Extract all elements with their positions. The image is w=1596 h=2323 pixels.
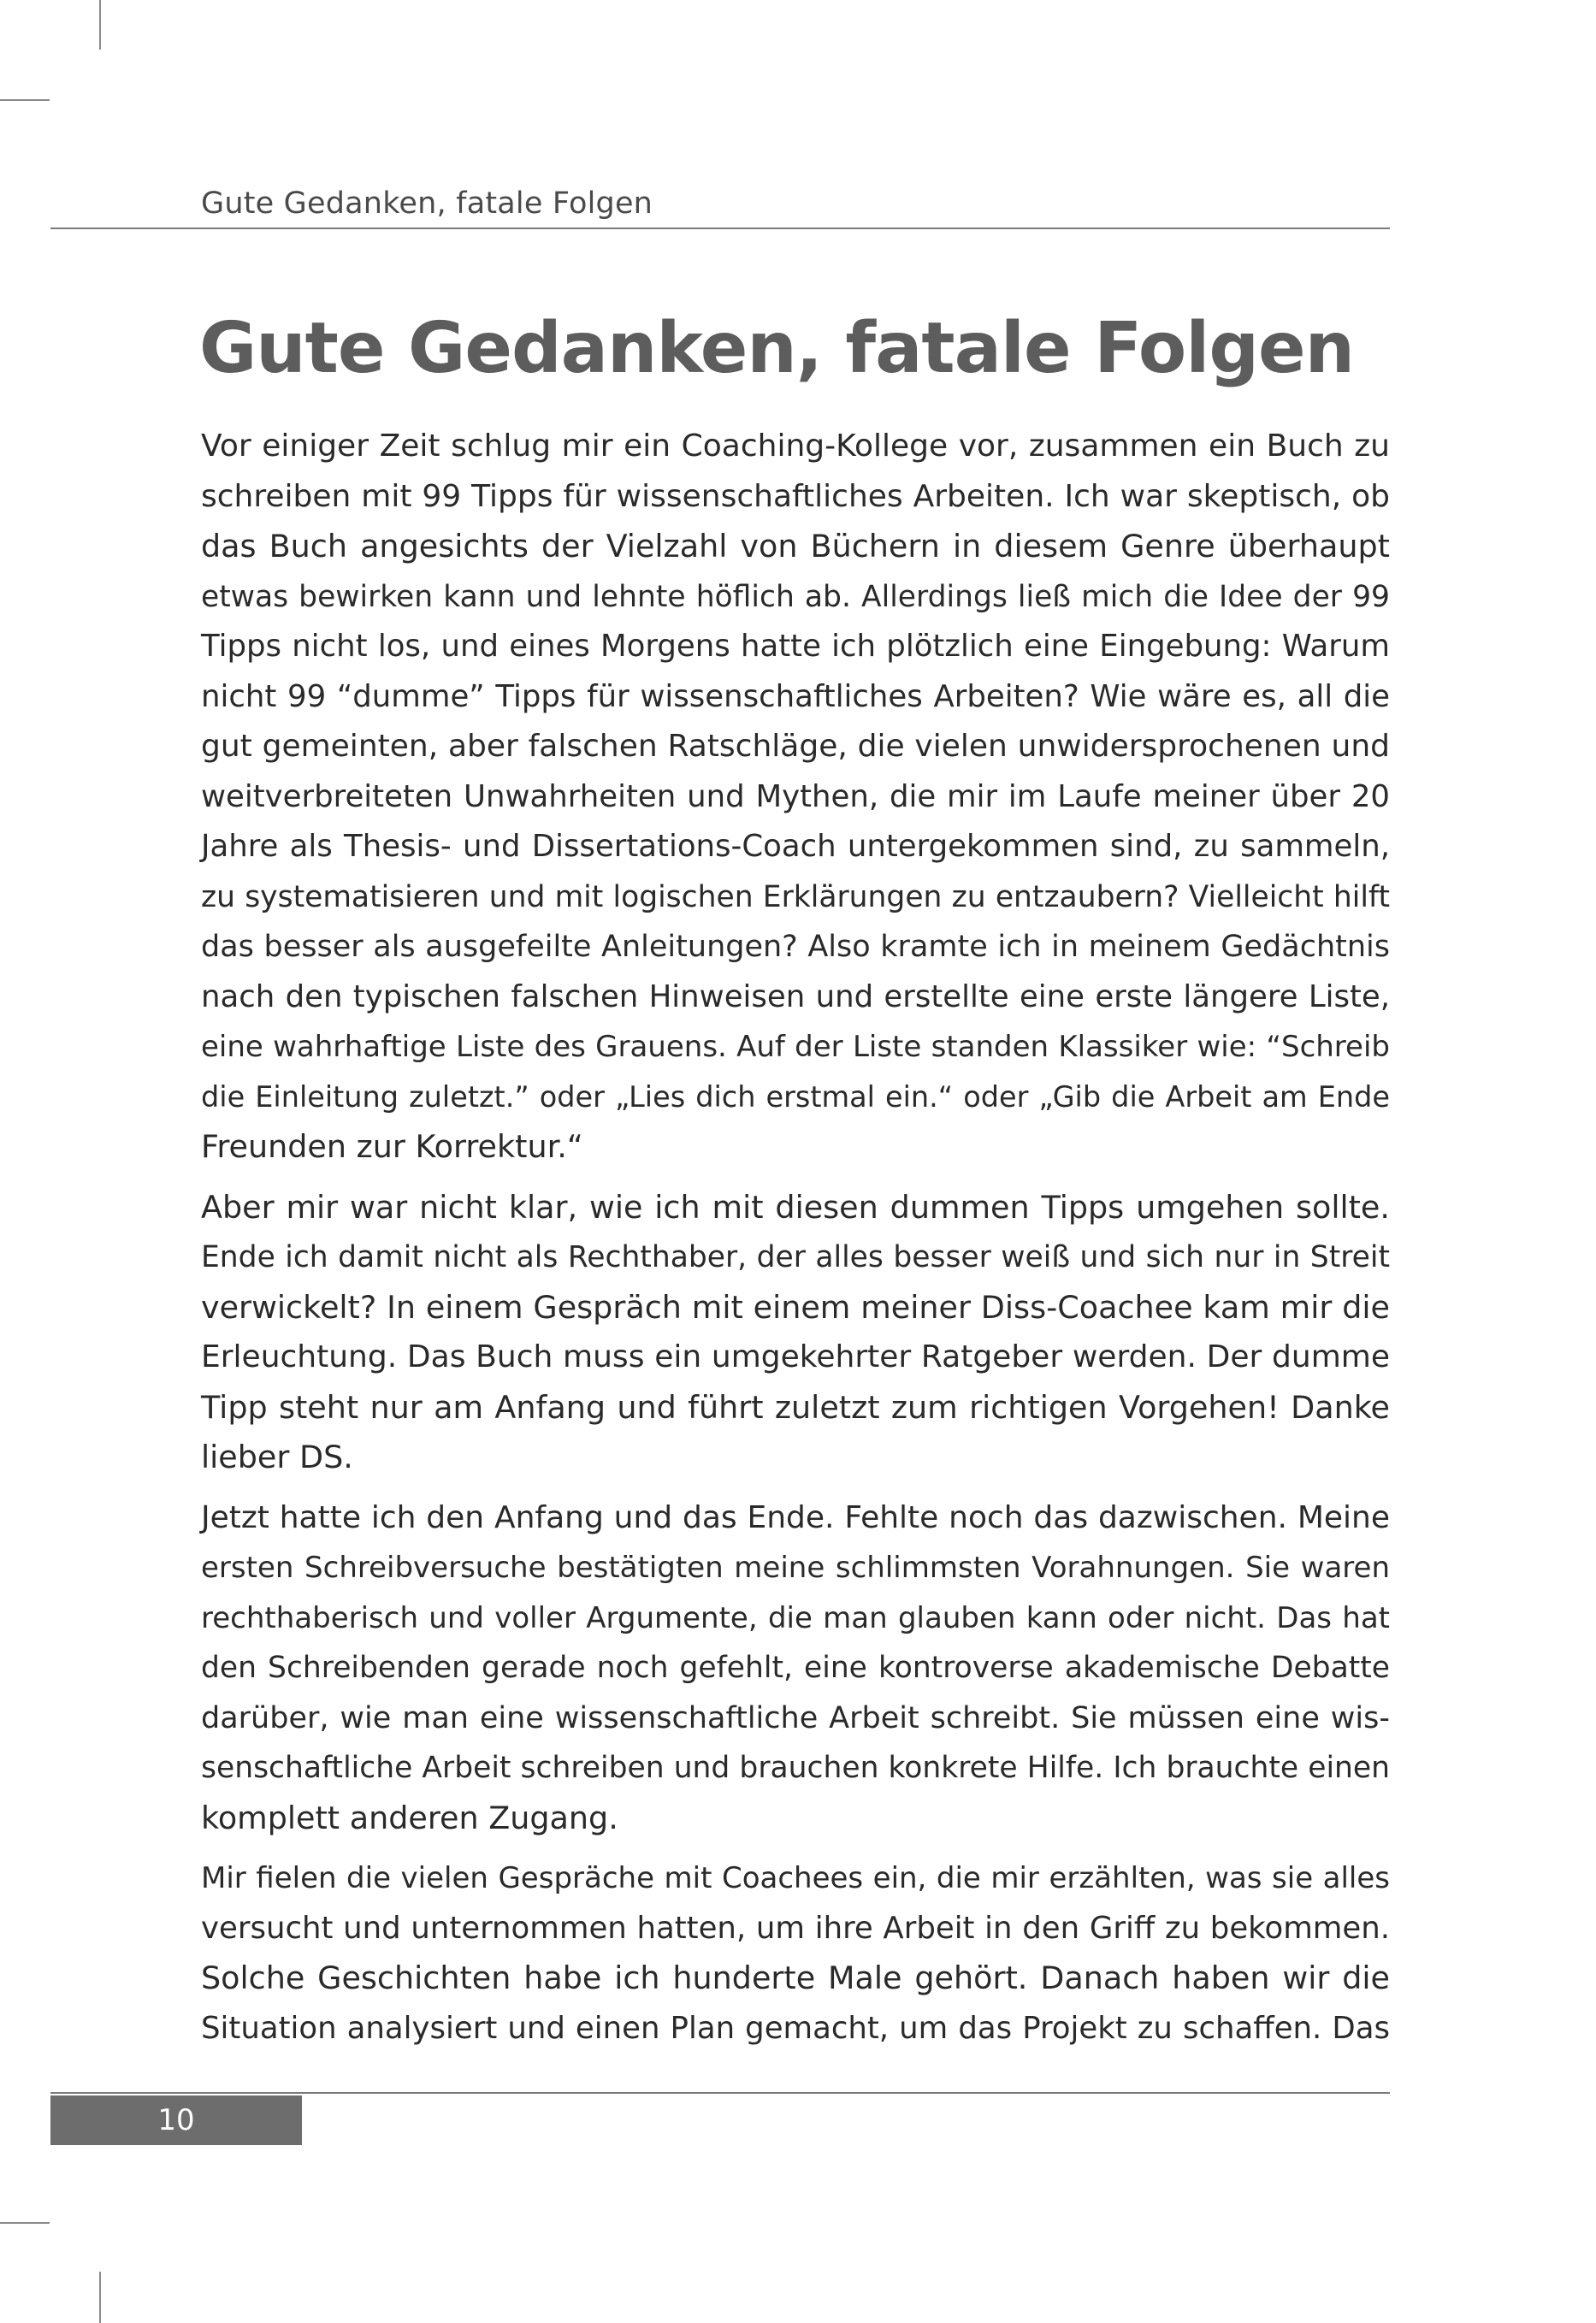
- text-line: das Buch angesichts der Vielzahl von Büchern in diesem Genre überhaupt: [201, 528, 1390, 564]
- text-line: Erleuchtung. Das Buch muss ein umgekehrter Ratgeber werden. Der dumme: [201, 1339, 1390, 1374]
- text-line: versucht und unternommen hatten, um ihre Arbeit in den Griff zu bekommen.: [201, 1910, 1390, 1946]
- text-line: Vor einiger Zeit schlug mir ein Coaching-Kollege vor, zusammen ein Buch zu: [201, 429, 1390, 464]
- crop-mark-bottom-vertical: [99, 2272, 101, 2323]
- paragraph: [201, 1853, 1390, 2054]
- text-line: nach den typischen falschen Hinweisen und erstellte eine erste längere Liste,: [201, 978, 1390, 1014]
- text-line: den Schreibenden gerade noch gefehlt, eine kontroverse akademische Debatte: [201, 1651, 1390, 1685]
- paragraph: [201, 1183, 1390, 1483]
- page-number: 10: [50, 2095, 302, 2145]
- crop-mark-top-vertical: [99, 0, 101, 50]
- text-line: schreiben mit 99 Tipps für wissenschaftliches Arbeiten. Ich war skeptisch, ob: [201, 478, 1390, 514]
- text-line: die Einleitung zuletzt.” oder „Lies dich erstmal ein.“ oder „Gib die Arbeit am Ende: [201, 1079, 1390, 1114]
- text-line: Tipps nicht los, und eines Morgens hatte ich plötzlich eine Eingebung: Warum: [201, 629, 1390, 664]
- text-line: Jahre als Thesis- und Dissertations-Coach untergekommen sind, zu sammeln,: [201, 829, 1390, 864]
- text-line: Aber mir war nicht klar, wie ich mit diesen dummen Tipps umgehen sollte.: [201, 1188, 1390, 1226]
- text-line: ersten Schreibversuche bestätigten meine schlimmsten Vorahnungen. Sie waren: [201, 1551, 1390, 1585]
- text-line: Jetzt hatte ich den Anfang und das Ende. Fehlte noch das dazwischen. Meine: [201, 1499, 1390, 1535]
- text-line: Solche Geschichten habe ich hunderte Male gehört. Danach haben wir die: [201, 1959, 1390, 1996]
- text-line: darüber, wie man eine wissenschaftliche Arbeit schreibt. Sie müssen eine wis-: [201, 1700, 1390, 1735]
- text-line: senschaftliche Arbeit schreiben und brauchen konkrete Hilfe. Ich brauchte einen: [201, 1751, 1390, 1785]
- text-line: rechthaberisch und voller Argumente, die man glauben kann oder nicht. Das hat: [201, 1600, 1390, 1635]
- text-line: Ende ich damit nicht als Rechthaber, der alles besser weiß und sich nur in Streit: [201, 1240, 1390, 1274]
- text-line: zu systematisieren und mit logischen Erklärungen zu entzaubern? Vielleicht hilft: [201, 879, 1390, 914]
- crop-mark-top-horizontal: [0, 99, 50, 101]
- chapter-title: Gute Gedanken, fatale Folgen: [199, 308, 1355, 389]
- crop-mark-bottom-horizontal: [0, 2222, 50, 2224]
- body-text: [201, 422, 1390, 2064]
- header-rule: [50, 228, 1390, 229]
- text-line: gut gemeinten, aber falschen Ratschläge, die vielen unwidersprochenen und: [201, 729, 1390, 764]
- text-line: Freunden zur Korrektur.“: [201, 1128, 583, 1165]
- text-line: nicht 99 “dumme” Tipps für wissenschaftliches Arbeiten? Wie wäre es, all die: [201, 678, 1390, 714]
- text-line: etwas bewirken kann und lehnte höflich ab. Allerdings ließ mich die Idee der 99: [201, 579, 1390, 614]
- text-line: Mir fielen die vielen Gespräche mit Coachees ein, die mir erzählten, was sie alles: [201, 1861, 1390, 1895]
- paragraph: [201, 422, 1390, 1173]
- footer-rule: [50, 2092, 1390, 2094]
- text-line: weitverbreiteten Unwahrheiten und Mythen, die mir im Laufe meiner über 20: [201, 778, 1390, 814]
- text-line: Situation analysiert und einen Plan gemacht, um das Projekt zu schaffen. Das: [201, 2010, 1390, 2046]
- text-line: eine wahrhaftige Liste des Grauens. Auf der Liste standen Klassiker wie: “Schreib: [201, 1030, 1390, 1064]
- text-line: komplett anderen Zugang.: [201, 1799, 618, 1836]
- text-line: verwickelt? In einem Gespräch mit einem meiner Diss-Coachee kam mir die: [201, 1288, 1390, 1326]
- running-header: Gute Gedanken, fatale Folgen: [201, 186, 653, 221]
- text-line: Tipp steht nur am Anfang und führt zuletzt zum richtigen Vorgehen! Danke: [201, 1388, 1390, 1426]
- text-line: das besser als ausgefeilte Anleitungen? Also kramte ich in meinem Gedächtnis: [201, 930, 1390, 964]
- text-line: lieber DS.: [201, 1439, 353, 1475]
- paragraph: [201, 1493, 1390, 1844]
